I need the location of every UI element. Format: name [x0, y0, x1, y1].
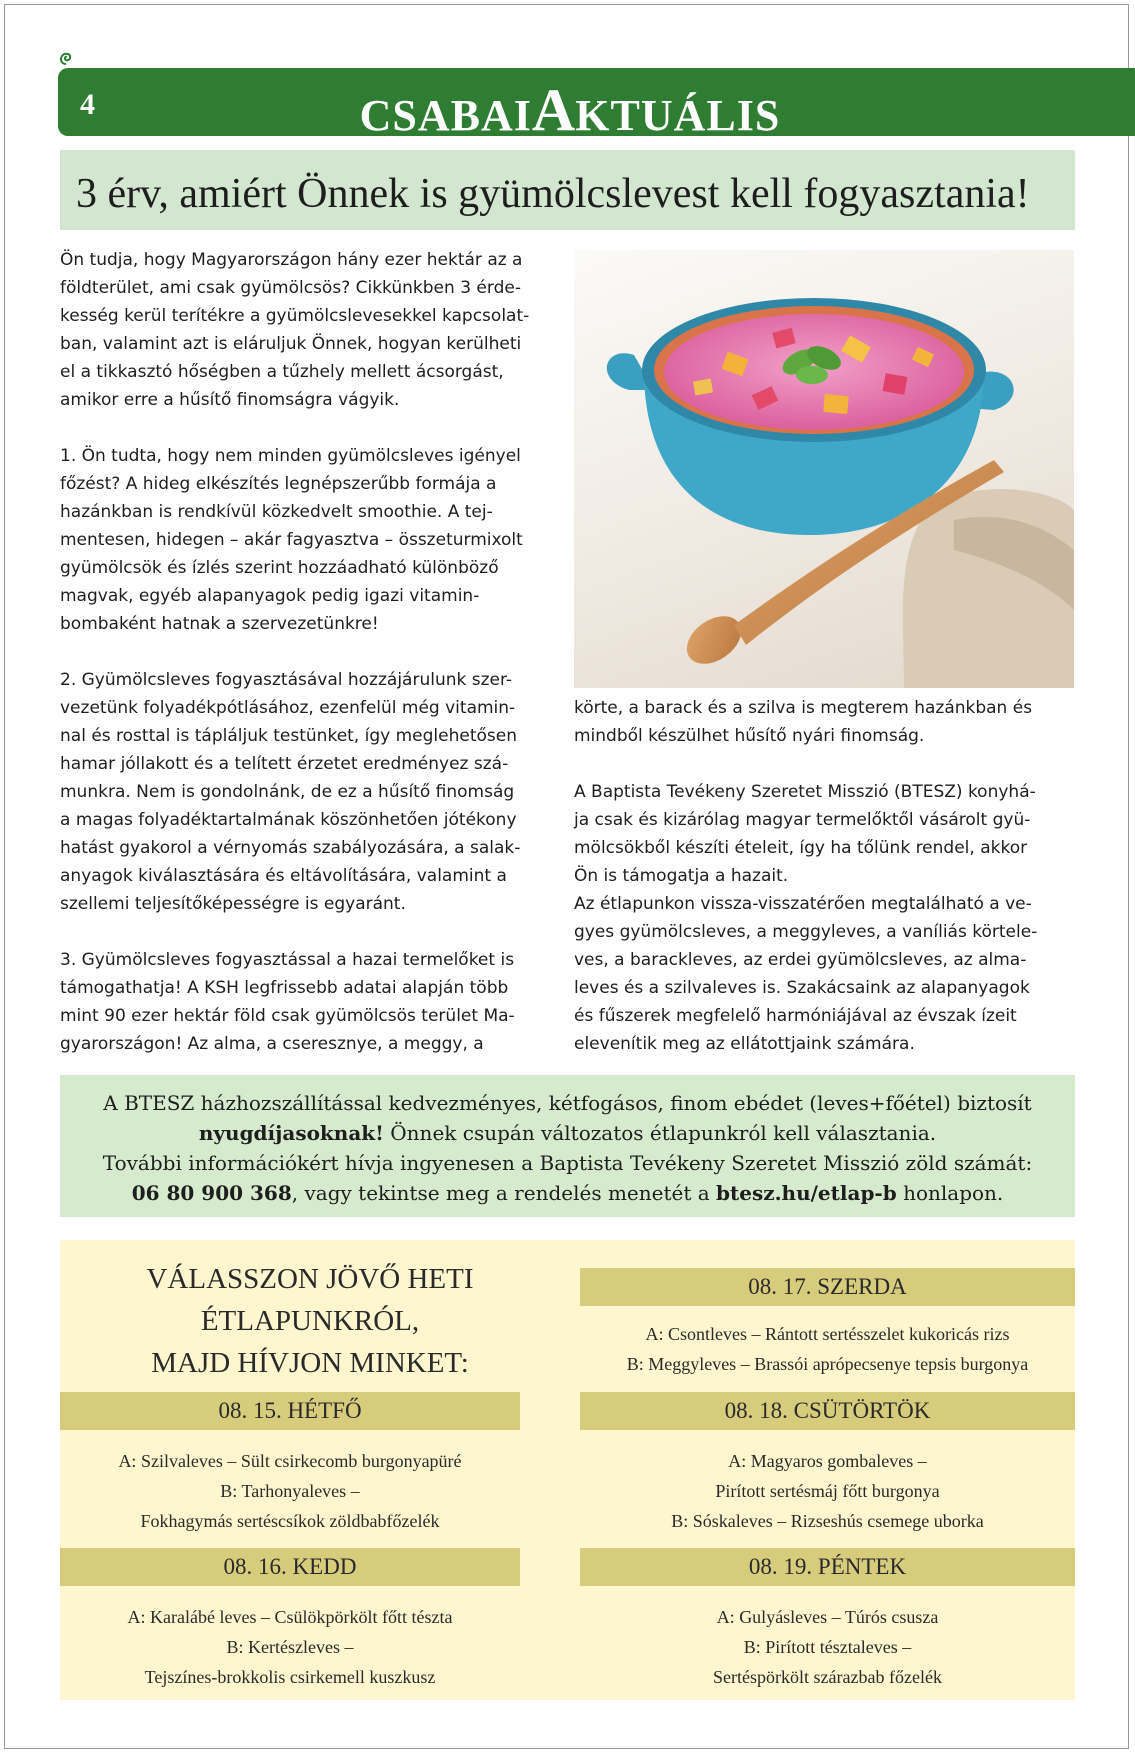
menu-title-line: VÁLASSZON JÖVŐ HETI: [146, 1263, 474, 1295]
menu-item: A: Magyaros gombaleves –: [728, 1451, 927, 1471]
intro-line: amikor erre a hűsítő finomságra vágyik.: [60, 390, 400, 410]
point3-line: mint 90 ezer hektár föld csak gyümölcsös terület Ma-: [60, 1006, 515, 1026]
menu-item: Pirított sertésmáj főtt burgonya: [715, 1481, 940, 1501]
btesz-line: Ön is támogatja a hazait.: [574, 866, 789, 886]
promo-line-3: További információkért hívja ingyenesen a Baptista Tevékeny Szeretet Misszió zöld számát:: [102, 1151, 1033, 1175]
menu-item: B: Kertészleves –: [226, 1637, 354, 1657]
menu-title-line: ÉTLAPUNKRÓL,: [200, 1305, 420, 1337]
day-menu-wednesday: [580, 1319, 1075, 1379]
point2-line: 2. Gyümölcsleves fogyasztásával hozzájárulunk szer-: [60, 670, 513, 690]
point2-line: nal és rosttal is tápláljuk testünket, így meglehetősen: [60, 726, 517, 746]
promo-line-4-mid: , vagy tekintse meg a rendelés menetét a: [291, 1181, 717, 1205]
intro-line: Ön tudja, hogy Magyarországon hány ezer hektár az a: [60, 250, 523, 270]
menu-item: Tejszínes-brokkolis csirkemell kuszkusz: [144, 1667, 436, 1687]
btesz-line: elevenítik meg az ellátottjaink számára.: [574, 1034, 915, 1054]
point1-line: magvak, egyéb alapanyagok pedig igazi vitamin-: [60, 586, 480, 606]
point2-line: anyagok kiválasztására és eltávolítására, valamint a: [60, 866, 507, 886]
fruit-soup-photo: [574, 250, 1074, 688]
day-menu-thursday: [580, 1446, 1075, 1536]
intro-line: el a tikkasztó hőségben a tűzhely mellett ácsorgást,: [60, 362, 504, 382]
btesz-line: leves és a szilvaleves is. Szakácsaink az alapanyagok: [574, 978, 1030, 998]
menu-item: Fokhagymás sertéscsíkok zöldbabfőzelék: [140, 1511, 440, 1531]
point1-line: főzést? A hideg elkészítés legnépszerűbb formája a: [60, 474, 497, 494]
menu-item: A: Karalábé leves – Csülökpörkölt főtt tészta: [127, 1607, 453, 1627]
promo-highlight: nyugdíjasoknak!: [198, 1121, 384, 1145]
point3-line: támogathatja! A KSH legfrissebb adatai alapján több: [60, 978, 509, 998]
intro-line: ban, valamint azt is eláruljuk Önnek, hogyan kerülheti: [60, 334, 522, 354]
swirl-logo-icon: [58, 50, 74, 66]
article-left-column: [60, 246, 560, 1058]
point2-line: a magas folyadéktartalmának köszönhetően jótékony: [60, 810, 517, 830]
promo-line-4: [60, 1178, 1075, 1208]
menu-item: A: Csontleves – Rántott sertésszelet kukoricás rizs: [645, 1324, 1010, 1344]
point1-line: bombaként hatnak a szervezetünkre!: [60, 614, 379, 634]
fruit-soup-bowl-icon: [574, 250, 1074, 688]
btesz-line: A Baptista Tevékeny Szeretet Misszió (BTESZ) konyhá-: [574, 782, 1036, 802]
promo-text: [60, 1088, 1075, 1208]
point2-line: hamar jóllakott és a telített érzetet eredményez szá-: [60, 754, 509, 774]
point3-line: 3. Gyümölcsleves fogyasztással a hazai termelőket is: [60, 950, 515, 970]
btesz-line: gyes gyümölcsleves, a meggyleves, a vaníliás körtele-: [574, 922, 1038, 942]
menu-item: B: Meggyleves – Brassói aprópecsenye tepsis burgonya: [626, 1354, 1029, 1374]
masthead: [350, 76, 790, 145]
menu-item: A: Szilvaleves – Sült csirkecomb burgonyapüré: [118, 1451, 462, 1471]
continuation-line: mindből készülhet hűsítő nyári finomság.: [574, 726, 925, 746]
masthead-part-1: CSABAI: [359, 91, 532, 140]
btesz-line: és fűszerek megfelelő harmóniájával az évszak ízeit: [574, 1006, 1017, 1026]
point1-line: mentesen, hidegen – akár fagyasztva – összeturmixolt: [60, 530, 523, 550]
point2-line: szellemi teljesítőképességre is egyaránt.: [60, 894, 406, 914]
btesz-line: ja csak és kizárólag magyar termelőktől vásárolt gyü-: [574, 810, 1031, 830]
page-number: 4: [80, 88, 95, 121]
phone-number: 06 80 900 368: [131, 1181, 292, 1205]
menu-item: B: Pirított tésztaleves –: [743, 1637, 912, 1657]
day-header-friday: 08. 19. PÉNTEK: [580, 1548, 1075, 1586]
menu-item: Sertéspörkölt szárazbab főzelék: [713, 1667, 942, 1687]
promo-line-4-end: honlapon.: [896, 1181, 1004, 1205]
point3-line: gyarországon! Az alma, a cseresznye, a meggy, a: [60, 1034, 484, 1054]
masthead-part-2: A: [531, 77, 576, 143]
day-menu-tuesday: [60, 1602, 520, 1692]
article-title: 3 érv, amiért Önnek is gyümölcslevest kell fogyasztania!: [76, 171, 1030, 217]
day-header-thursday: 08. 18. CSÜTÖRTÖK: [580, 1392, 1075, 1430]
promo-line-2: [60, 1118, 1075, 1148]
btesz-line: Az étlapunkon vissza-visszatérően megtalálható a ve-: [574, 894, 1032, 914]
masthead-part-3: KTUÁLIS: [575, 91, 781, 140]
article-right-column: [574, 694, 1074, 1058]
promo-line-1: A BTESZ házhozszállítással kedvezményes, kétfogásos, finom ebédet (leves+főétel) biztosít: [103, 1091, 1032, 1115]
point1-line: gyümölcsök és ízlés szerint hozzáadható különböző: [60, 558, 499, 578]
point1-line: 1. Ön tudta, hogy nem minden gyümölcsleves igényel: [60, 446, 521, 466]
point2-line: hatást gyakorol a vérnyomás szabályozására, a salak-: [60, 838, 521, 858]
website-link[interactable]: btesz.hu/etlap-b: [716, 1181, 897, 1205]
point1-line: hazánkban is rendkívül közkedvelt smoothie. A tej-: [60, 502, 493, 522]
menu-item: B: Tarhonyaleves –: [220, 1481, 360, 1501]
menu-item: B: Sóskaleves – Rizseshús csemege uborka: [671, 1511, 984, 1531]
day-menu-monday: [60, 1446, 520, 1536]
menu-title-line: MAJD HÍVJON MINKET:: [151, 1347, 469, 1379]
intro-line: kesség kerül terítékre a gyümölcslevesekkel kapcsolat-: [60, 306, 530, 326]
intro-line: földterület, ami csak gyümölcsös? Cikkünkben 3 érde-: [60, 278, 521, 298]
promo-line-2-rest: Önnek csupán változatos étlapunkról kell választania.: [383, 1121, 937, 1145]
point2-line: vezetünk folyadékpótlásához, ezenfelül még vitamin-: [60, 698, 516, 718]
continuation-line: körte, a barack és a szilva is megterem hazánkban és: [574, 698, 1033, 718]
day-header-tuesday: 08. 16. KEDD: [60, 1548, 520, 1586]
day-header-wednesday: 08. 17. SZERDA: [580, 1268, 1075, 1306]
day-header-monday: 08. 15. HÉTFŐ: [60, 1392, 520, 1430]
point2-line: munkra. Nem is gondolnánk, de ez a hűsítő finomság: [60, 782, 515, 802]
menu-item: A: Gulyásleves – Túrós csusza: [716, 1607, 939, 1627]
menu-title: [70, 1258, 550, 1384]
btesz-line: ves, a barackleves, az erdei gyümölcsleves, az alma-: [574, 950, 1027, 970]
day-menu-friday: [580, 1602, 1075, 1692]
btesz-line: mölcsökből készíti ételeit, így ha tőlünk rendel, akkor: [574, 838, 1028, 858]
